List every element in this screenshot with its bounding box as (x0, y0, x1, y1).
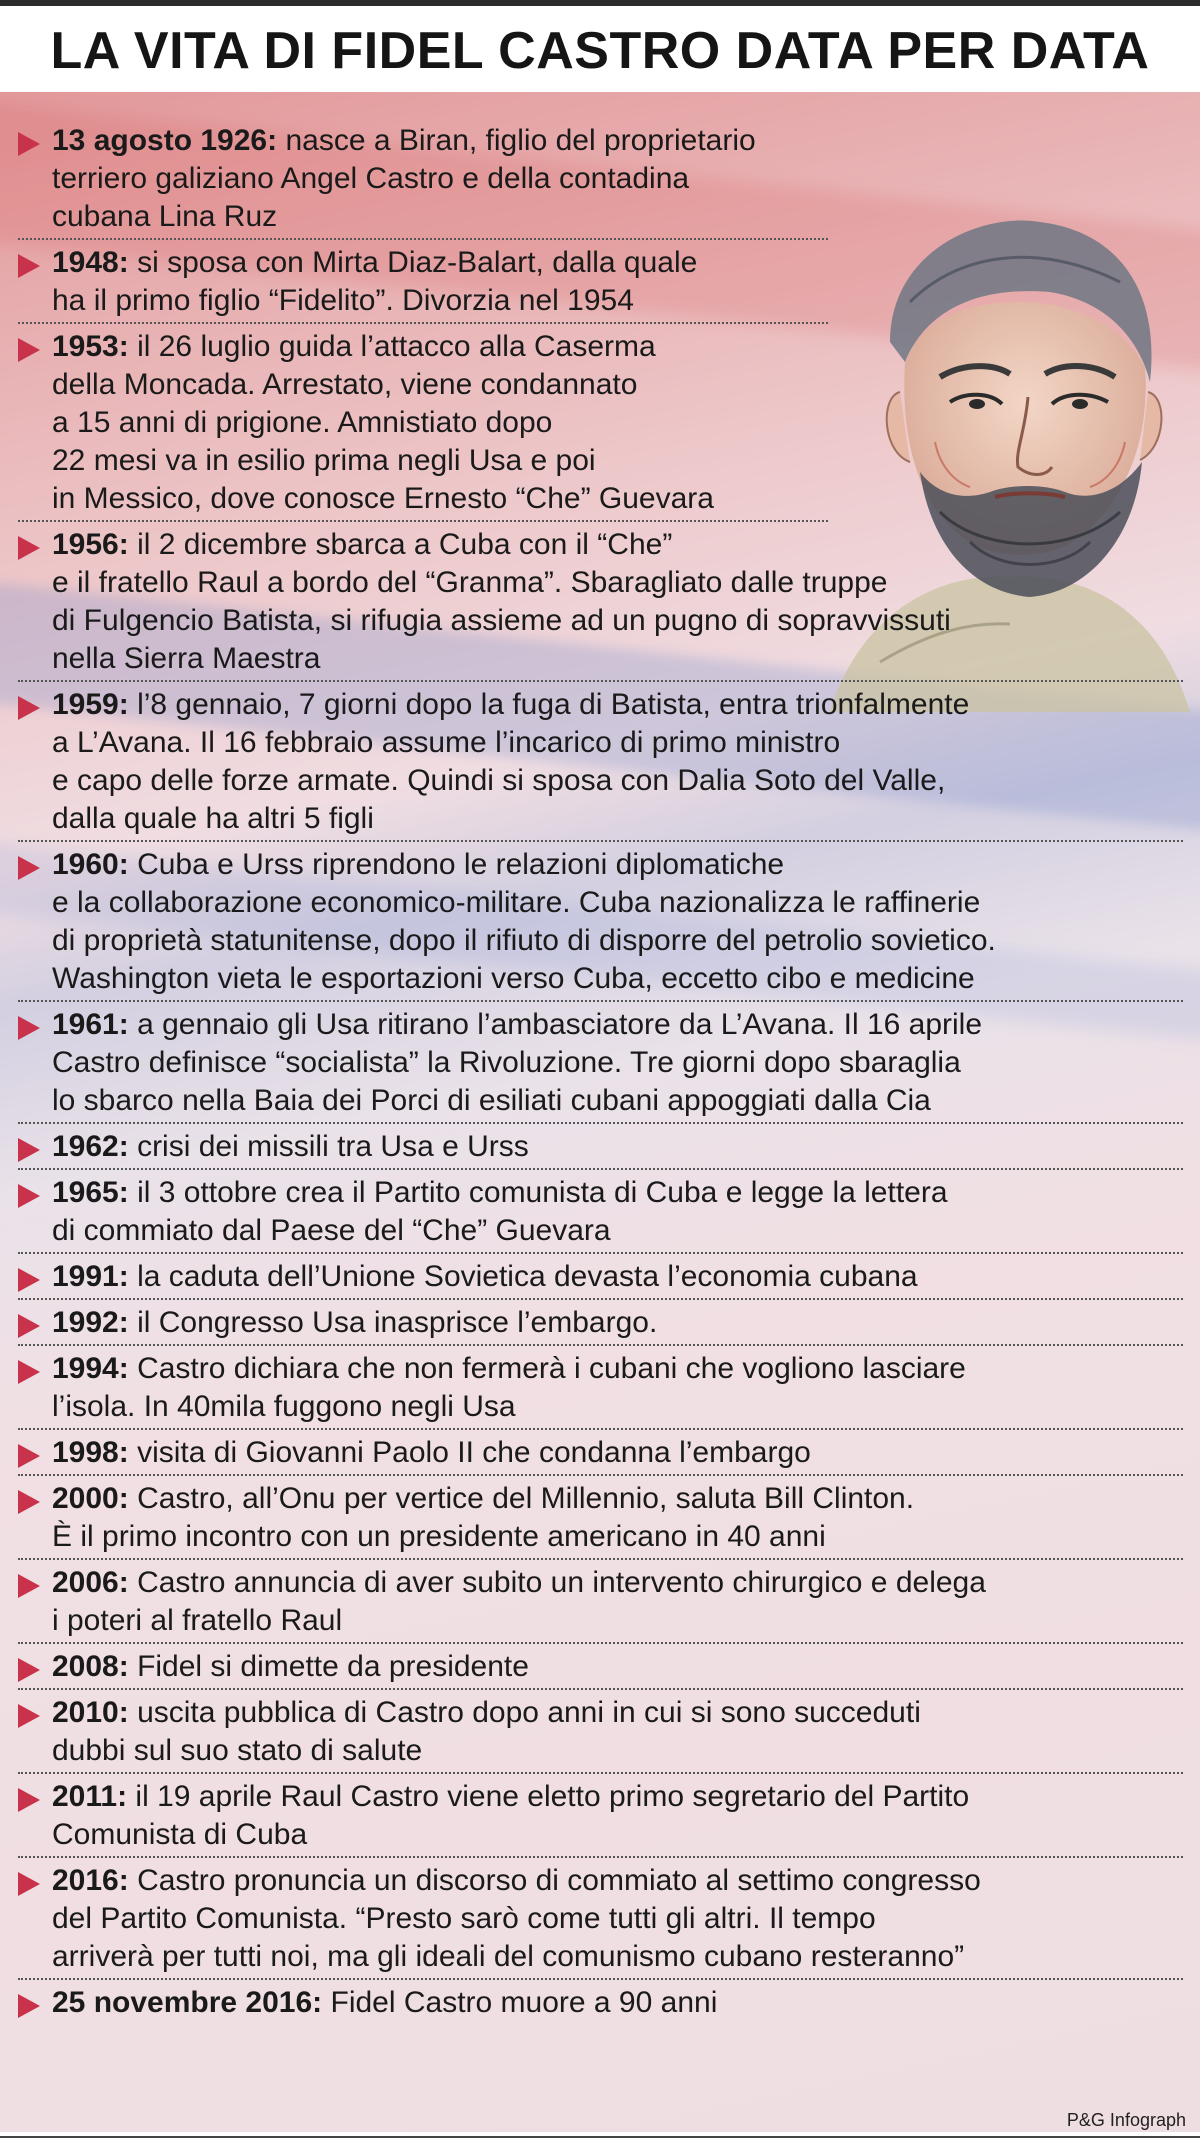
entry-line-text: a gennaio gli Usa ritirano l’ambasciatore da L’Avana. Il 16 aprile (128, 1008, 983, 1041)
entry-separator (18, 1252, 1183, 1254)
entry-line-text: il 3 ottobre crea il Partito comunista di Cuba e legge la lettera (128, 1176, 948, 1209)
entry-line: 22 mesi va in esilio prima negli Usa e poi (52, 444, 596, 477)
timeline-entry (18, 1350, 966, 1426)
entry-line: di proprietà statunitense, dopo il rifiuto di disporre del petrolio sovietico. (52, 924, 996, 957)
entry-line (52, 1694, 921, 1732)
entry-line: l’isola. In 40mila fuggono negli Usa (52, 1390, 516, 1423)
arrow-bullet-icon (18, 1360, 40, 1384)
timeline-entry (18, 846, 996, 998)
entry-line-text: il Congresso Usa inasprisce l’embargo. (128, 1306, 658, 1339)
entry-separator (18, 1344, 1183, 1346)
entry-separator (18, 238, 828, 240)
entry-line: di Fulgencio Batista, si rifugia assieme ad un pugno di sopravvissuti (52, 604, 951, 637)
entry-line (52, 526, 951, 564)
timeline-entry (18, 1564, 986, 1640)
timeline-entry (18, 686, 969, 838)
entry-text (52, 1174, 948, 1250)
entry-line: Comunista di Cuba (52, 1818, 308, 1851)
entry-line-text: il 19 aprile Raul Castro viene eletto primo segretario del Partito (127, 1780, 970, 1813)
entry-line (52, 1564, 986, 1602)
entry-date: 1962: (52, 1130, 129, 1163)
entry-line: della Moncada. Arrestato, viene condannato (52, 368, 638, 401)
timeline-entry (18, 1778, 969, 1854)
entry-line (52, 1350, 966, 1388)
entry-text (52, 1694, 921, 1770)
entry-separator (18, 1688, 1183, 1690)
entry-line: arriverà per tutti noi, ma gli ideali del comunismo cubano resteranno” (52, 1940, 965, 1973)
entry-line (52, 1778, 969, 1816)
entry-separator (18, 1642, 1183, 1644)
entry-line (52, 1984, 717, 2022)
timeline-entry (18, 328, 714, 518)
entry-line-text: si sposa con Mirta Diaz-Balart, dalla quale (128, 246, 698, 279)
arrow-bullet-icon (18, 1574, 40, 1598)
timeline-entry (18, 1174, 948, 1250)
arrow-bullet-icon (18, 536, 40, 560)
entry-line: cubana Lina Ruz (52, 200, 278, 233)
entry-date: 1965: (52, 1176, 129, 1209)
entry-separator (18, 1558, 1183, 1560)
entry-text (52, 122, 756, 236)
arrow-bullet-icon (18, 1268, 40, 1292)
entry-date: 1959: (52, 688, 129, 721)
entry-text (52, 526, 951, 678)
entry-line: dalla quale ha altri 5 figli (52, 802, 374, 835)
arrow-bullet-icon (18, 856, 40, 880)
entry-line: a 15 anni di prigione. Amnistiato dopo (52, 406, 553, 439)
entry-line: Washington vieta le esportazioni verso Cuba, eccetto cibo e medicine (52, 962, 975, 995)
entry-separator (18, 840, 1183, 842)
entry-line-text: nasce a Biran, figlio del proprietario (277, 124, 756, 157)
entry-line (52, 1258, 918, 1296)
entry-line (52, 1648, 529, 1686)
timeline-entry (18, 244, 697, 320)
arrow-bullet-icon (18, 1444, 40, 1468)
timeline-panel (0, 92, 1200, 2132)
entry-text (52, 1128, 529, 1166)
arrow-bullet-icon (18, 132, 40, 156)
entry-line-text: Castro dichiara che non fermerà i cubani che vogliono lasciare (128, 1352, 966, 1385)
entry-separator (18, 1428, 1183, 1430)
entry-line-text: Castro, all’Onu per vertice del Millennio, saluta Bill Clinton. (128, 1482, 915, 1515)
entry-date: 2000: (52, 1482, 129, 1515)
entry-line (52, 686, 969, 724)
entry-date: 2010: (52, 1696, 129, 1729)
entry-line (52, 1174, 948, 1212)
entry-line-text: il 2 dicembre sbarca a Cuba con il “Che” (128, 528, 673, 561)
entry-text (52, 328, 714, 518)
arrow-bullet-icon (18, 1994, 40, 2018)
timeline-entry (18, 1128, 529, 1166)
arrow-bullet-icon (18, 1658, 40, 1682)
entry-line-text: crisi dei missili tra Usa e Urss (128, 1130, 529, 1163)
entry-line (52, 1006, 982, 1044)
arrow-bullet-icon (18, 1138, 40, 1162)
entry-line: e capo delle forze armate. Quindi si sposa con Dalia Soto del Valle, (52, 764, 946, 797)
entry-line: e la collaborazione economico-militare. Cuba nazionalizza le raffinerie (52, 886, 981, 919)
arrow-bullet-icon (18, 696, 40, 720)
entry-date: 2008: (52, 1650, 129, 1683)
entry-separator (18, 1856, 1183, 1858)
entry-line (52, 1304, 657, 1342)
timeline-entry (18, 1434, 811, 1472)
timeline-entry (18, 1258, 918, 1296)
entry-line: di commiato dal Paese del “Che” Guevara (52, 1214, 611, 1247)
entry-separator (18, 1168, 1183, 1170)
entry-line: dubbi sul suo stato di salute (52, 1734, 423, 1767)
entry-text (52, 1648, 529, 1686)
entry-text (52, 244, 697, 320)
entry-separator (18, 1298, 1183, 1300)
entry-text (52, 1862, 981, 1976)
entry-date: 1961: (52, 1008, 129, 1041)
entry-line: nella Sierra Maestra (52, 642, 321, 675)
entry-line: Castro definisce “socialista” la Rivoluzione. Tre giorni dopo sbaraglia (52, 1046, 961, 1079)
entry-date: 1992: (52, 1306, 129, 1339)
entry-line (52, 1480, 914, 1518)
entry-line-text: il 26 luglio guida l’attacco alla Caserma (128, 330, 656, 363)
entry-text (52, 846, 996, 998)
entry-text (52, 1304, 657, 1342)
entry-date: 1956: (52, 528, 129, 561)
entry-separator (18, 1978, 1183, 1980)
entry-date: 1994: (52, 1352, 129, 1385)
entry-line-text: visita di Giovanni Paolo II che condanna l’embargo (128, 1436, 811, 1469)
entry-line (52, 328, 714, 366)
entry-line: e il fratello Raul a bordo del “Granma”. Sbaragliato dalle truppe (52, 566, 888, 599)
entry-text (52, 1984, 717, 2022)
entry-separator (18, 680, 1183, 682)
entry-line: terriero galiziano Angel Castro e della contadina (52, 162, 690, 195)
entry-text (52, 1480, 914, 1556)
entry-line (52, 846, 996, 884)
entry-line-text: Cuba e Urss riprendono le relazioni diplomatiche (128, 848, 785, 881)
entry-separator (18, 1122, 1183, 1124)
arrow-bullet-icon (18, 1872, 40, 1896)
arrow-bullet-icon (18, 1184, 40, 1208)
entry-line: È il primo incontro con un presidente americano in 40 anni (52, 1520, 826, 1553)
timeline-entry (18, 122, 756, 236)
entry-line: del Partito Comunista. “Presto sarò come tutti gli altri. Il tempo (52, 1902, 876, 1935)
entry-date: 1953: (52, 330, 129, 363)
top-rule (0, 0, 1200, 6)
bottom-rule (0, 2136, 1200, 2138)
entry-line: in Messico, dove conosce Ernesto “Che” Guevara (52, 482, 714, 515)
entry-text (52, 1350, 966, 1426)
entry-line (52, 244, 697, 282)
credit-label: P&G Infograph (1066, 2110, 1186, 2130)
arrow-bullet-icon (18, 1016, 40, 1040)
entry-line-text: Castro annuncia di aver subito un intervento chirurgico e delega (128, 1566, 986, 1599)
entry-line: ha il primo figlio “Fidelito”. Divorzia nel 1954 (52, 284, 634, 317)
entry-text (52, 1006, 982, 1120)
entry-separator (18, 1772, 1183, 1774)
entry-text (52, 1434, 811, 1472)
entry-line (52, 122, 756, 160)
entry-line-text: uscita pubblica di Castro dopo anni in cui si sono succeduti (128, 1696, 921, 1729)
entry-date: 1998: (52, 1436, 129, 1469)
entry-line: a L’Avana. Il 16 febbraio assume l’incarico di primo ministro (52, 726, 841, 759)
entry-line (52, 1128, 529, 1166)
entry-date: 2011: (52, 1780, 128, 1813)
entry-line: lo sbarco nella Baia dei Porci di esiliati cubani appoggiati dalla Cia (52, 1084, 931, 1117)
entry-line-text: Fidel Castro muore a 90 anni (322, 1986, 718, 2019)
entry-text (52, 686, 969, 838)
entry-date: 1960: (52, 848, 129, 881)
entry-separator (18, 1474, 1183, 1476)
timeline-entry (18, 1862, 981, 1976)
entry-line-text: l’8 gennaio, 7 giorni dopo la fuga di Batista, entra trionfalmente (128, 688, 970, 721)
timeline-entry (18, 1984, 717, 2022)
arrow-bullet-icon (18, 1490, 40, 1514)
arrow-bullet-icon (18, 1704, 40, 1728)
arrow-bullet-icon (18, 338, 40, 362)
entry-separator (18, 322, 828, 324)
timeline-entry (18, 1648, 529, 1686)
entry-line-text: Fidel si dimette da presidente (128, 1650, 529, 1683)
entry-date: 1991: (52, 1260, 129, 1293)
entry-text (52, 1258, 918, 1296)
entry-text (52, 1778, 969, 1854)
entry-date: 2016: (52, 1864, 129, 1897)
timeline-entry (18, 1006, 982, 1120)
entry-line (52, 1862, 981, 1900)
timeline-entry (18, 1480, 914, 1556)
arrow-bullet-icon (18, 1314, 40, 1338)
timeline-entry (18, 1694, 921, 1770)
arrow-bullet-icon (18, 1788, 40, 1812)
entry-date: 1948: (52, 246, 129, 279)
entry-line (52, 1434, 811, 1472)
entry-date: 25 novembre 2016: (52, 1986, 323, 2019)
entry-line: i poteri al fratello Raul (52, 1604, 343, 1637)
arrow-bullet-icon (18, 254, 40, 278)
entry-text (52, 1564, 986, 1640)
entry-date: 13 agosto 1926: (52, 124, 278, 157)
timeline-entry (18, 526, 951, 678)
entry-line-text: Castro pronuncia un discorso di commiato al settimo congresso (128, 1864, 981, 1897)
entry-separator (18, 1000, 1183, 1002)
timeline-entry (18, 1304, 657, 1342)
entry-line-text: la caduta dell’Unione Sovietica devasta l’economia cubana (128, 1260, 918, 1293)
entry-separator (18, 520, 828, 522)
page-title: LA VITA DI FIDEL CASTRO DATA PER DATA (50, 22, 1150, 80)
entry-date: 2006: (52, 1566, 129, 1599)
